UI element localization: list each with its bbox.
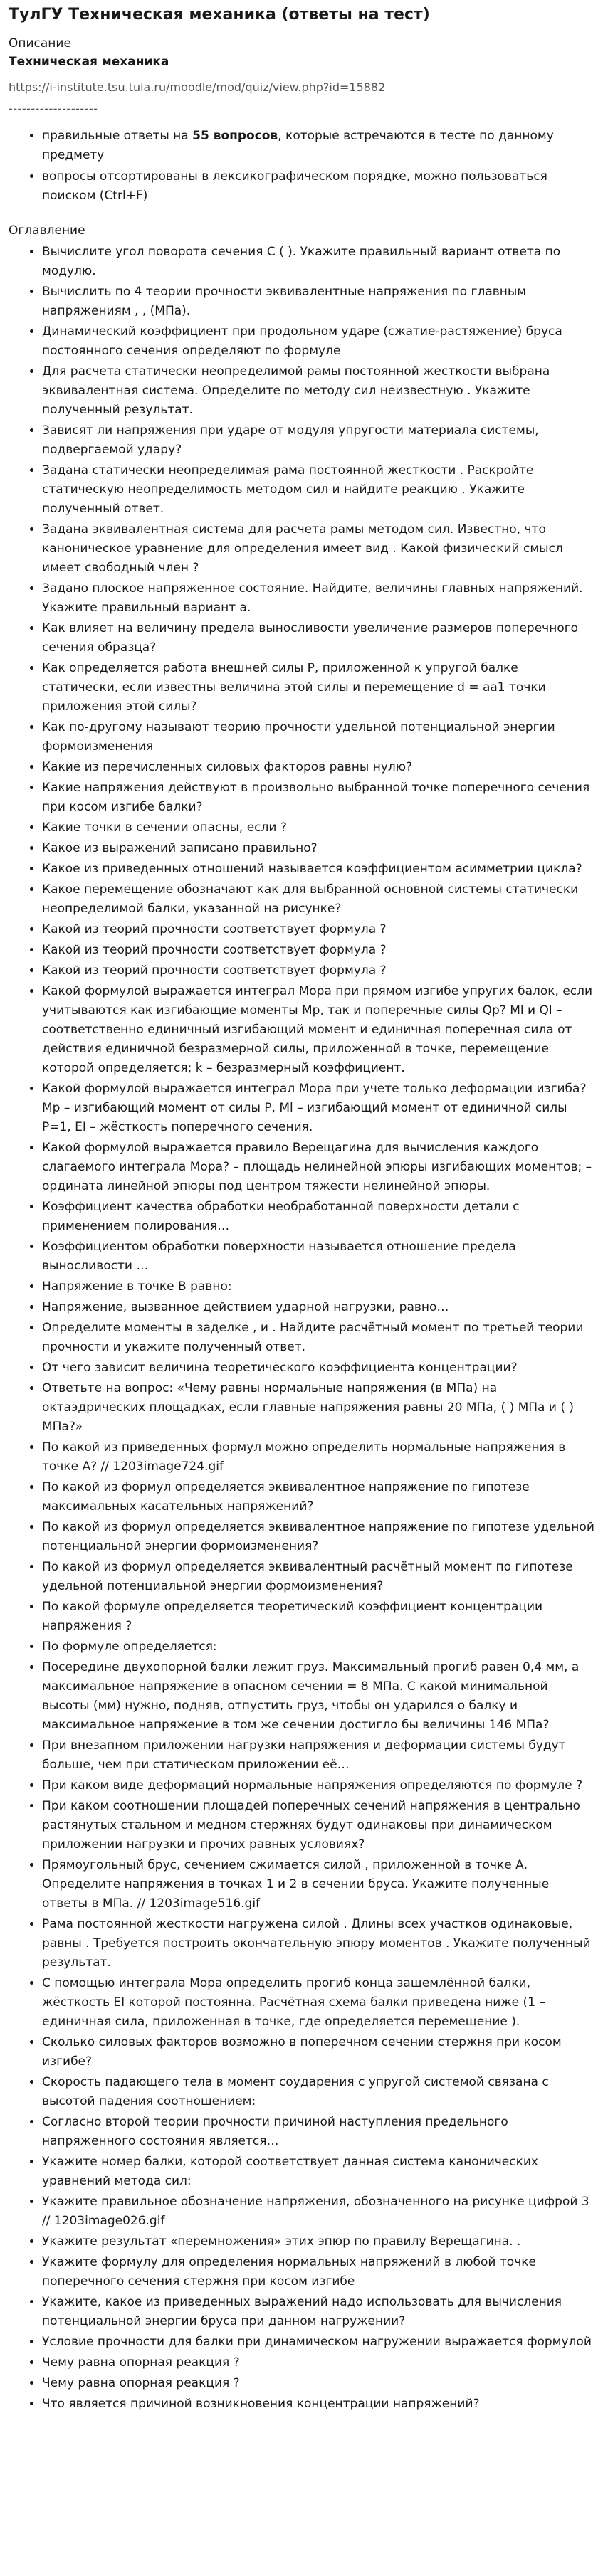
toc-item[interactable]: • Какие точки в сечении опасны, если ? [42,818,594,838]
toc-item[interactable]: • Укажите формулу для определения нормальных напряжений в любой точке поперечного сечения стержня при косом изгибе [42,2253,594,2291]
toc-item[interactable]: • Рама постоянной жесткости нагружена силой . Длины всех участков одинаковые, равны . Требуется построить окончательную эпюру моментов . Укажите полученный результат. [42,1915,594,1973]
toc-item[interactable]: • Чему равна опорная реакция ? [42,2353,594,2372]
toc-item[interactable]: • При внезапном приложении нагрузки напряжения и деформации системы будут больше, чем при статическом приложении её… [42,1736,594,1775]
toc-item[interactable]: • От чего зависит величина теоретического коэффициента концентрации? [42,1358,594,1378]
note-sorting: • вопросы отсортированы в лексикографическом порядке, можно пользоваться поиском (Ctrl+F) [42,167,594,206]
page-title: ТулГУ Техническая механика (ответы на тест) [9,6,430,23]
toc-list [9,243,594,2414]
toc-item[interactable]: • Какой формулой выражается интеграл Мора при учете только деформации изгиба? Mp – изгибающий момент от силы P, Ml – изгибающий момент от единичной силы P=1, EI – жёсткость поперечного сечения. [42,1080,594,1137]
toc-item[interactable]: • Укажите правильное обозначение напряжения, обозначенного на рисунке цифрой 3 // 1203image026.gif [42,2192,594,2231]
toc-item[interactable]: • Чему равна опорная реакция ? [42,2374,594,2393]
note-answers-count [42,127,594,165]
toc-item[interactable]: • Сколько силовых факторов возможно в поперечном сечении стержня при косом изгибе? [42,2033,594,2071]
toc-item[interactable]: • Прямоугольный брус, сечением сжимается силой , приложенной в точке А. Определите напряжения в точках 1 и 2 в сечении бруса. Укажите полученные ответы в МПа. // 1203image516.gif [42,1856,594,1913]
toc-item[interactable]: • Укажите, какое из приведенных выражений надо использовать для вычисления потенциальной энергии бруса при данном нагружении? [42,2293,594,2331]
toc-item[interactable]: • Какой из теорий прочности соответствует формула ? [42,920,594,939]
toc-item[interactable]: • Вычислить по 4 теории прочности эквивалентные напряжения по главным напряжениям , , (МПа). [42,283,594,321]
toc-item[interactable]: • Посередине двухопорной балки лежит груз. Максимальный прогиб равен 0,4 мм, а максимальное напряжение в опасном сечении = 8 МПа. С какой минимальной высоты (мм) нужно, подняв, отпустить груз, чтобы он ударился о балку и максимальное напряжение в том же сечении достигло бы величины 146 МПа? [42,1658,594,1735]
separator-line: -------------------- [9,102,98,115]
toc-item[interactable]: • По какой из формул определяется эквивалентный расчётный момент по гипотезе удельной потенциальной энергии формоизменения? [42,1558,594,1596]
toc-item[interactable]: • Задана эквивалентная система для расчета рамы методом сил. Известно, что каноническое уравнение для определения имеет вид . Какой физический смысл имеет свободный член ? [42,520,594,578]
toc-item[interactable]: • Какое из выражений записано правильно? [42,839,594,858]
toc-item[interactable]: • Укажите результат «перемножения» этих эпюр по правилу Верещагина. . [42,2232,594,2252]
toc-item[interactable]: • С помощью интеграла Мора определить прогиб конца защемлённой балки, жёсткость EI которой постоянна. Расчётная схема балки приведена ниже (1 – единичная сила, приложенная в точке, где определяется перемещение ). [42,1974,594,2032]
toc-item[interactable]: • Какое перемещение обозначают как для выбранной основной системы статически неопределимой балки, указанной на рисунке? [42,880,594,919]
toc-item[interactable]: • Ответьте на вопрос: «Чему равны нормальные напряжения (в МПа) на октаэдрических площадках, если главные напряжения равны 20 МПа, ( ) МПа и ( ) МПа?» [42,1379,594,1437]
toc-item[interactable]: • Какие из перечисленных силовых факторов равны нулю? [42,758,594,777]
note-suffix: , которые встречаются в тесте по данному предмету [42,129,554,162]
toc-title: Оглавление [9,223,85,238]
toc-item[interactable]: • Как определяется работа внешней силы P, приложенной к упругой балке статически, если известны величина этой силы и перемещение d = aa1 точки приложения этой силы? [42,659,594,717]
toc-item[interactable]: • Какой формулой выражается интеграл Мора при прямом изгибе упругих балок, если учитываются как изгибающие моменты Mp, так и поперечные силы Qp? Ml и Ql – соответственно единичный изгибающий момент и единичная поперечная сила от действия единичной безразмерной силы, приложенной в точке, перемещение которой определяется; k – безразмерный коэффициент. [42,982,594,1078]
toc-item[interactable]: • Как влияет на величину предела выносливости увеличение размеров поперечного сечения образца? [42,619,594,658]
toc-item[interactable]: • Коэффициент качества обработки необработанной поверхности детали с применением полирования… [42,1198,594,1236]
note-bold-count: 55 вопросов [192,129,278,143]
notes-list [9,127,594,206]
toc-item[interactable]: • При каком виде деформаций нормальные напряжения определяются по формуле ? [42,1776,594,1795]
toc-item[interactable]: • По какой из формул определяется эквивалентное напряжение по гипотезе удельной потенциальной энергии формоизменения? [42,1518,594,1556]
toc-item[interactable]: • Как по-другому называют теорию прочности удельной потенциальной энергии формоизменения [42,718,594,756]
toc-item[interactable]: • Динамический коэффициент при продольном ударе (сжатие-растяжение) бруса постоянного сечения определяют по формуле [42,322,594,361]
toc-item[interactable]: • Какой из теорий прочности соответствует формула ? [42,961,594,981]
toc-item[interactable]: • По формуле определяется: [42,1637,594,1657]
toc-item[interactable]: • По какой из приведенных формул можно определить нормальные напряжения в точке А? // 1203image724.gif [42,1438,594,1477]
toc-item[interactable]: • Задана статически неопределимая рама постоянной жесткости . Раскройте статическую неопределимость методом сил и найдите реакцию . Укажите полученный ответ. [42,461,594,519]
toc-item[interactable]: • Зависят ли напряжения при ударе от модуля упругости материала системы, подвергаемой удару? [42,421,594,460]
toc-item[interactable]: • Вычислите угол поворота сечения С ( ). Укажите правильный вариант ответа по модулю. [42,243,594,281]
toc-item[interactable]: • Для расчета статически неопределимой рамы постоянной жесткости выбрана эквивалентная система. Определите по методу сил неизвестную . Укажите полученный результат. [42,362,594,420]
toc-item[interactable]: • Напряжение в точке В равно: [42,1277,594,1297]
toc-item[interactable]: • Что является причиной возникновения концентрации напряжений? [42,2395,594,2414]
subject-name: Техническая механика [9,55,169,69]
toc-item[interactable]: • Какой из теорий прочности соответствует формула ? [42,941,594,960]
toc-item[interactable]: • Скорость падающего тела в момент соударения с упругой системой связана с высотой падения соотношением: [42,2073,594,2111]
toc-item[interactable]: • Задано плоское напряженное состояние. Найдите, величины главных напряжений. Укажите правильный вариант а. [42,579,594,618]
toc-item[interactable]: • Укажите номер балки, которой соответствует данная система канонических уравнений метода сил: [42,2153,594,2191]
toc-item[interactable]: • При каком соотношении площадей поперечных сечений напряжения в центрально растянутых стальном и медном стержнях будут одинаковы при динамическом приложении нагрузки и прочих равных условиях? [42,1797,594,1854]
toc-item[interactable]: • Условие прочности для балки при динамическом нагружении выражается формулой [42,2333,594,2352]
description-label: Описание [9,36,71,51]
toc-item[interactable]: • Определите моменты в заделке , и . Найдите расчётный момент по третьей теории прочности и укажите полученный ответ. [42,1319,594,1357]
toc-item[interactable]: • Какие напряжения действуют в произвольно выбранной точке поперечного сечения при косом изгибе балки? [42,778,594,817]
toc-item[interactable]: • По какой из формул определяется эквивалентное напряжение по гипотезе максимальных касательных напряжений? [42,1478,594,1516]
toc-item[interactable]: • Согласно второй теории прочности причиной наступления предельного напряженного состояния является… [42,2113,594,2151]
toc-item[interactable]: • Какое из приведенных отношений называется коэффициентом асимметрии цикла? [42,860,594,879]
note-prefix: правильные ответы на [42,129,193,143]
toc-item[interactable]: • По какой формуле определяется теоретический коэффициент концентрации напряжения ? [42,1598,594,1636]
toc-item[interactable]: • Напряжение, вызванное действием ударной нагрузки, равно… [42,1298,594,1317]
toc-item[interactable]: • Какой формулой выражается правило Верещагина для вычисления каждого слагаемого интеграла Мора? – площадь нелинейной эпюры изгибающих моментов; – ордината линейной эпюры под центром тяжести нелинейной эпюры. [42,1139,594,1196]
toc-item[interactable]: • Коэффициентом обработки поверхности называется отношение предела выносливости … [42,1237,594,1276]
source-url: https://i-institute.tsu.tula.ru/moodle/mod/quiz/view.php?id=15882 [9,80,386,94]
